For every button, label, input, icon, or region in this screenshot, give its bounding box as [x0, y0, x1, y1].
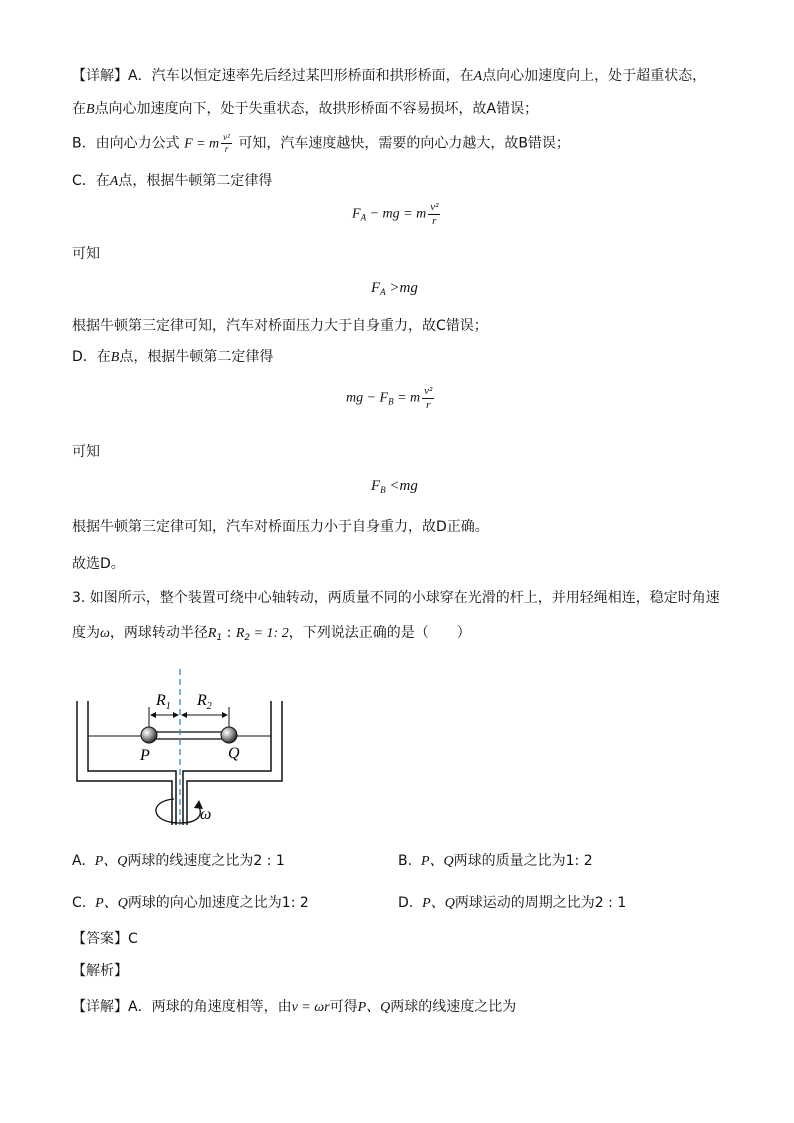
container-inner [88, 701, 176, 825]
detail-a-line2: 在B点向心加速度向下，处于失重状态，故拱形桥面不容易损坏，故A错误； [72, 101, 539, 117]
detail-c-conclusion: 根据牛顿第三定律可知，汽车对桥面压力大于自身重力，故C错误； [72, 318, 488, 334]
detail-d-line1: D．在B点，根据牛顿第二定律得 [72, 349, 274, 365]
label-r1: $R_1$ [156, 692, 171, 712]
ball-p [141, 727, 157, 743]
label-p: P [140, 747, 150, 764]
equation-c2: $F_A >mg$ [371, 280, 418, 297]
kezhi-d: 可知 [72, 444, 100, 460]
analysis-tag: 【解析】 [72, 963, 128, 979]
ball-q [221, 727, 237, 743]
label-q: Q [228, 745, 240, 762]
connecting-rod [149, 732, 229, 739]
equation-d1: mg − $F_B = m$ $\frac{\text{v²}}{r}$ [346, 385, 433, 411]
kezhi-c: 可知 [72, 246, 100, 262]
detail-a-line1: 【详解】A．汽车以恒定速率先后经过某凹形桥面和拱形桥面，在A点向心加速度向上，处于超重状态， [72, 68, 707, 84]
rotation-arrow [156, 799, 200, 823]
equation-d2: $F_B <mg$ [371, 478, 418, 495]
rotating-device-figure [70, 665, 300, 835]
label-r2: $R_2$ [197, 692, 212, 712]
choose-line: 故选D。 [72, 556, 125, 572]
fraction: $\frac{\text{v²}}{r}$ [223, 132, 230, 154]
question3-line1: 3. 如图所示，整个装置可绕中心轴转动，两质量不同的小球穿在光滑的杆上，并用轻绳相连，稳定时角速 [72, 590, 720, 606]
detail-3a-line: 【详解】A．两球的角速度相等，由v = ωr可得P、Q两球的线速度之比为 [72, 999, 517, 1015]
option-d[interactable]: D. P、Q两球运动的周期之比为2 : 1 [398, 895, 627, 911]
detail-d-conclusion: 根据牛顿第三定律可知，汽车对桥面压力小于自身重力，故D正确。 [72, 519, 489, 535]
equation-c1: $F_A$ − mg = m $\frac{\text{v²}}{r}$ [352, 201, 439, 227]
detail-c-line1: C．在A点，根据牛顿第二定律得 [72, 173, 273, 189]
answer-value: C [128, 931, 138, 947]
label-omega: ω [200, 806, 212, 823]
question3-line2: 度为ω，两球转动半径$R_1$ : $R_2 = 1$: 2，下列说法正确的是（ ） [72, 625, 471, 643]
detail-b-line: B．由向心力公式 F = m $\frac{\text{v²}}{r}$ 可知，汽车速度越快，需要的向心力越大，故B错误； [72, 132, 570, 154]
answer-line [72, 929, 138, 949]
option-b[interactable]: B. P、Q两球的质量之比为1: 2 [398, 853, 593, 869]
option-a[interactable]: A. P、Q两球的线速度之比为2 : 1 [72, 853, 285, 869]
answer-tag: 【答案】 [72, 931, 128, 947]
detail-tag: 【详解】 [72, 68, 128, 84]
option-c[interactable]: C. P、Q两球的向心加速度之比为1: 2 [72, 895, 309, 911]
